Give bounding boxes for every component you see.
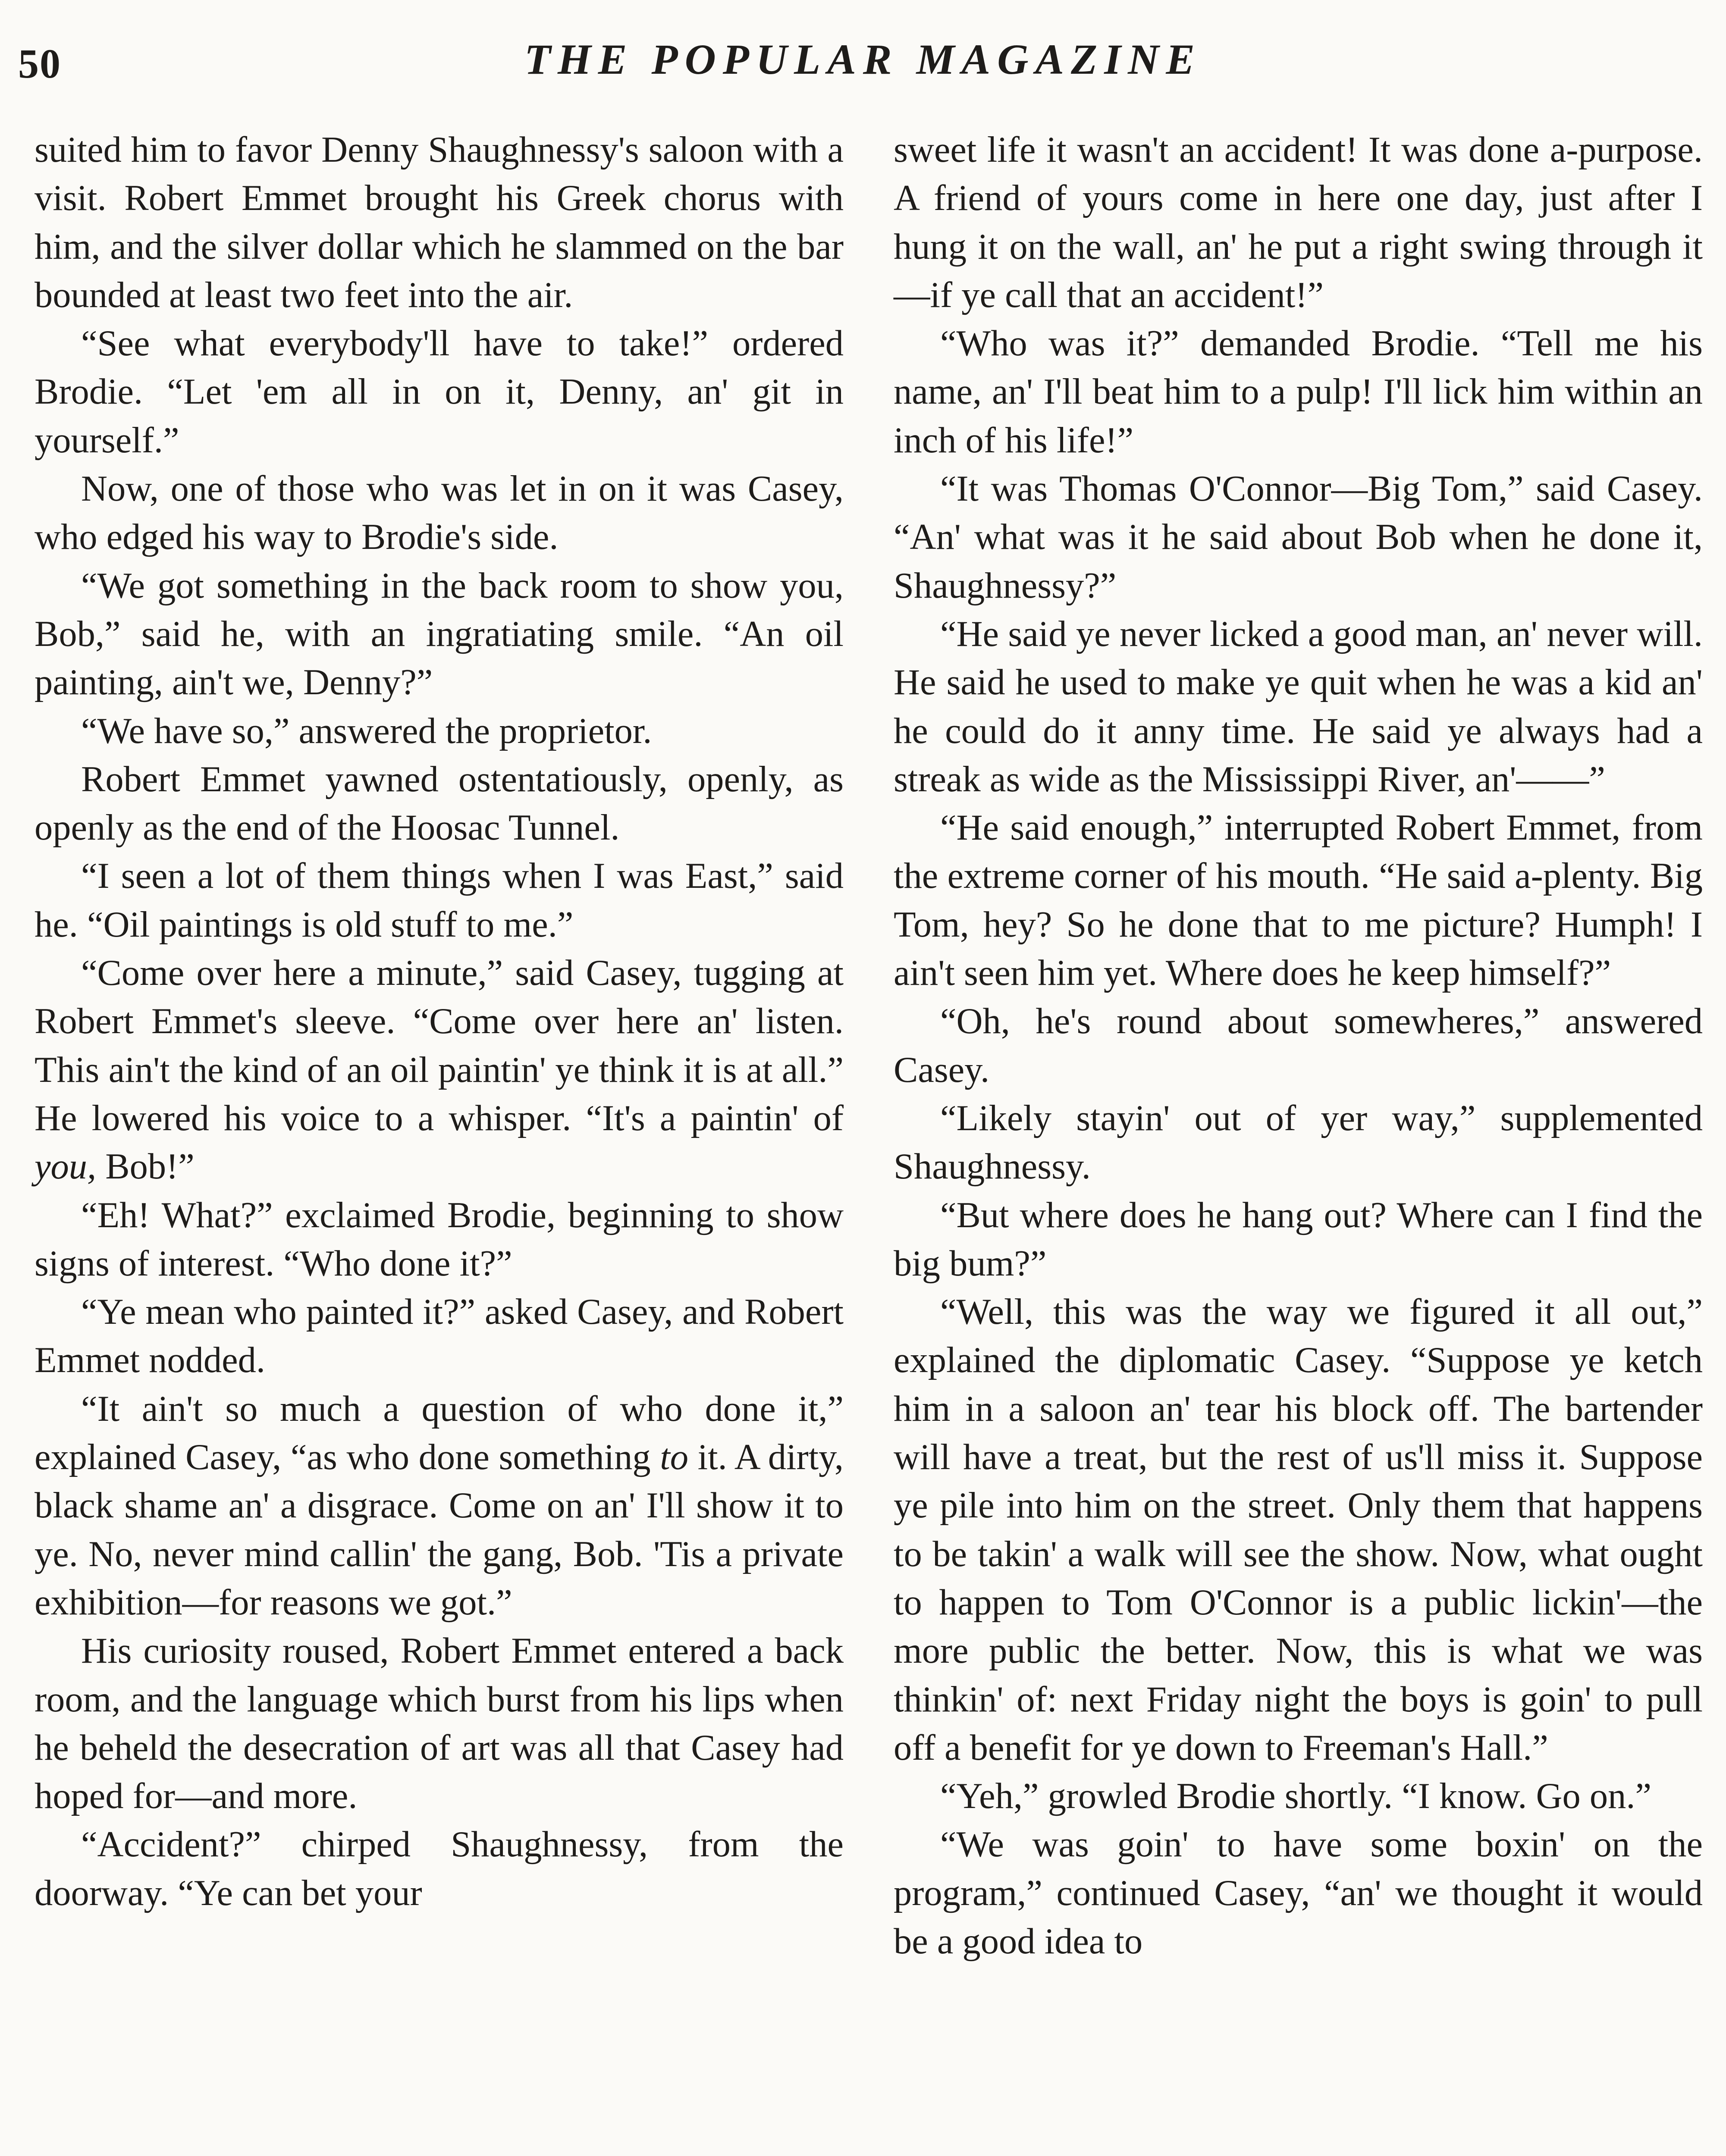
paragraph	[35, 949, 844, 1191]
paragraph	[894, 1821, 1703, 1966]
paragraph-text: “But where does he hang out? Where can I find the big bum?”	[894, 1195, 1703, 1284]
paragraph-text: Bob!”	[96, 1147, 195, 1187]
paragraph-text: “Who was it?” demanded Brodie. “Tell me his name, an' I'll beat him to a pulp! I'll lick him within an inch of his life!”	[894, 323, 1703, 461]
paragraph-text: “I seen a lot of them things when I was East,” said he. “Oil paintings is old stuff to me.”	[35, 856, 844, 945]
paragraph	[35, 1191, 844, 1288]
paragraph-text: “He said enough,” interrupted Robert Emmet, from the extreme corner of his mouth. “He said a-plenty. Big Tom, hey? So he done that to me picture? Humph! I ain't seen him yet. Where does he keep himself?”	[894, 808, 1703, 993]
paragraph	[894, 1772, 1703, 1821]
emphasis-text: to	[660, 1437, 689, 1478]
paragraph-text: “Well, this was the way we figured it all out,” explained the diplomatic Casey. “Suppose ye ketch him in a saloon an' tear his block off. The bartender will have a treat, but the rest of us'll miss it. Suppose ye pile into him on the street. Only them that happens to be takin' a walk will see the show. Now, what ought to happen to Tom O'Connor is a public lickin'—the more public the better. Now, this is what we was thinkin' of: next Friday night the boys is goin' to pull off a benefit for ye down to Freeman's Hall.”	[894, 1292, 1703, 1768]
paragraph-text: “We got something in the back room to show you, Bob,” said he, with an ingratiating smile. “An oil painting, ain't we, Denny?”	[35, 565, 844, 703]
paragraph-text: “Oh, he's round about somewheres,” answered Casey.	[894, 1001, 1703, 1090]
left-column	[35, 126, 844, 1918]
paragraph-text: “Eh! What?” exclaimed Brodie, beginning to show signs of interest. “Who done it?”	[35, 1195, 844, 1284]
paragraph-text: “Come over here a minute,” said Casey, tugging at Robert Emmet's sleeve. “Come over here an' listen. This ain't the kind of an oil paintin' ye think it is at all.” He lowered his voice to a whisper. “It's a paintin' of	[35, 953, 844, 1138]
paragraph	[35, 320, 844, 465]
paragraph-text: “Likely stayin' out of yer way,” supplemented Shaughnessy.	[894, 1098, 1703, 1187]
paragraph	[894, 320, 1703, 465]
paragraph	[35, 1627, 844, 1821]
paragraph	[35, 755, 844, 852]
paragraph	[894, 1191, 1703, 1288]
paragraph	[35, 562, 844, 707]
emphasis-text: you,	[35, 1147, 97, 1187]
page-header	[0, 30, 1726, 95]
paragraph-text: Now, one of those who was let in on it was Casey, who edged his way to Brodie's side.	[35, 469, 844, 558]
right-column	[894, 126, 1703, 1966]
paragraph-text: suited him to favor Denny Shaughnessy's saloon with a visit. Robert Emmet brought his Greek chorus with him, and the silver dollar which he slammed on the bar bounded at least two feet into the air.	[35, 130, 844, 315]
running-head: THE POPULAR MAGAZINE	[524, 35, 1202, 83]
paragraph-text: “He said ye never licked a good man, an' never will. He said he used to make ye quit when he was a kid an' he could do it anny time. He said ye always had a streak as wide as the Mississippi River, an'——”	[894, 614, 1703, 799]
paragraph-text: sweet life it wasn't an accident! It was done a-purpose. A friend of yours come in here one day, just after I hung it on the wall, an' he put a right swing through it—if ye call that an accident!”	[894, 130, 1703, 315]
paragraph	[35, 707, 844, 755]
paragraph	[35, 852, 844, 949]
paragraph	[35, 1385, 844, 1627]
paragraph	[894, 997, 1703, 1094]
paragraph	[894, 804, 1703, 997]
paragraph	[894, 610, 1703, 804]
paragraph-text: “Accident?” chirped Shaughnessy, from the doorway. “Ye can bet your	[35, 1824, 844, 1913]
paragraph	[894, 1288, 1703, 1772]
paragraph	[35, 1288, 844, 1385]
paragraph-text: it. A dirty, black shame an' a disgrace. Come on an' I'll show it to ye. No, never mind callin' the gang, Bob. 'Tis a private exhibition—for reasons we got.”	[35, 1437, 844, 1623]
paragraph-text: “We was goin' to have some boxin' on the program,” continued Casey, “an' we thought it would be a good idea to	[894, 1824, 1703, 1962]
paragraph-text: “It ain't so much a question of who done it,” explained Casey, “as who done something	[35, 1388, 844, 1478]
paragraph-text: “Yeh,” growled Brodie shortly. “I know. Go on.”	[940, 1776, 1652, 1817]
paragraph	[894, 126, 1703, 320]
paragraph-text: “It was Thomas O'Connor—Big Tom,” said Casey. “An' what was it he said about Bob when he done it, Shaughnessy?”	[894, 469, 1703, 606]
paragraph	[35, 126, 844, 320]
paragraph-text: Robert Emmet yawned ostentatiously, openly, as openly as the end of the Hoosac Tunnel.	[35, 759, 844, 848]
paragraph-text: “Ye mean who painted it?” asked Casey, and Robert Emmet nodded.	[35, 1292, 844, 1381]
page-number: 50	[18, 41, 61, 87]
paragraph-text: “See what everybody'll have to take!” ordered Brodie. “Let 'em all in on it, Denny, an' git in yourself.”	[35, 323, 844, 461]
paragraph-text: His curiosity roused, Robert Emmet entered a back room, and the language which burst from his lips when he beheld the desecration of art was all that Casey had hoped for—and more.	[35, 1631, 844, 1817]
paragraph	[35, 1821, 844, 1918]
paragraph	[35, 465, 844, 562]
paragraph	[894, 465, 1703, 610]
paragraph	[894, 1094, 1703, 1191]
paragraph-text: “We have so,” answered the proprietor.	[81, 711, 652, 751]
